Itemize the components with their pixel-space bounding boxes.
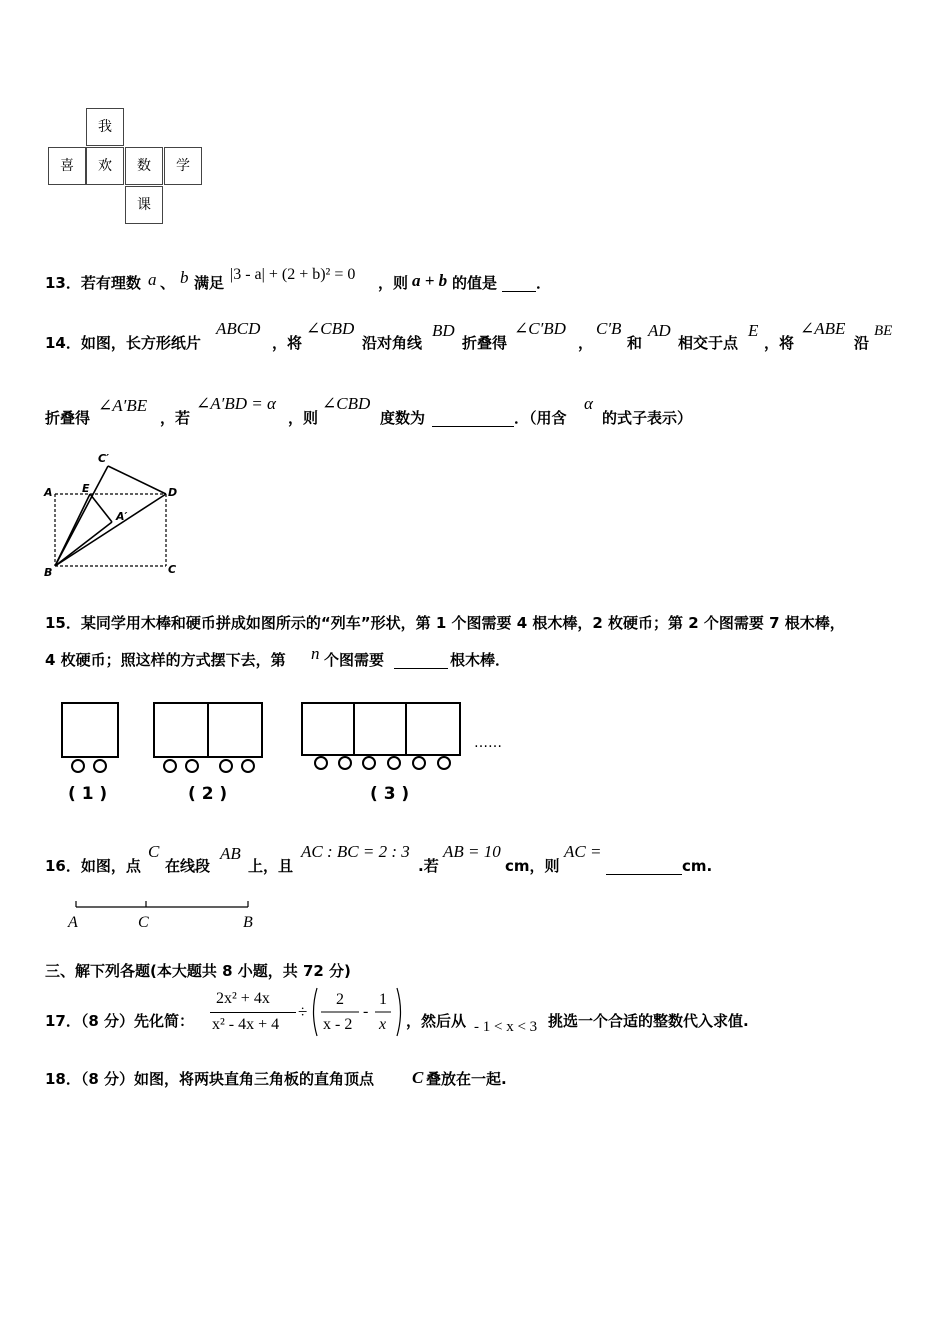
- q14-p1: ，将: [272, 334, 303, 352]
- q14-and: 和: [627, 334, 643, 352]
- fig-label-Cp: C′: [98, 452, 109, 465]
- fig-label-Ap: A′: [116, 510, 128, 523]
- q16-ab10: AB = 10: [443, 842, 501, 861]
- fig-label-D: D: [168, 486, 178, 499]
- train3-coin: [339, 757, 351, 769]
- q15-line1: 15．某同学用木棒和硬币拼成如图所示的“列车”形状，第 1 个图需要 4 根木棒，2 枚硬币；第 2 个图需要 7 根木棒，: [45, 614, 845, 632]
- q16-prefix: 16．如图，点: [45, 857, 141, 875]
- train-ellipsis: ……: [474, 735, 502, 751]
- train2-coin: [242, 760, 254, 772]
- q14-angCBD2: ∠CBD: [322, 394, 371, 413]
- train2-car: [208, 703, 262, 757]
- q14-angCpBD: ∠C′BD: [514, 319, 566, 338]
- train3-coin: [438, 757, 450, 769]
- train3-coin: [413, 757, 425, 769]
- train-label-2: ( 2 ): [188, 784, 228, 804]
- q14-l2d: 度数为: [380, 409, 426, 427]
- q16-C: C: [148, 842, 160, 861]
- net-cell-top: 我: [86, 108, 124, 146]
- q14-l2f: 的式子表示）: [602, 409, 693, 427]
- q13-a: a: [148, 270, 157, 289]
- q16-ratio: AC : BC = 2 : 3: [301, 842, 410, 861]
- q14-prefix: 14．如图，长方形纸片: [45, 334, 201, 352]
- train2-coin: [164, 760, 176, 772]
- train2-coin: [220, 760, 232, 772]
- q13-cond: 满足: [194, 274, 225, 292]
- net-cell-bottom: 课: [125, 186, 163, 224]
- train2-car: [154, 703, 208, 757]
- segment-label-B: B: [243, 914, 253, 931]
- q17-num2: 2: [336, 991, 344, 1008]
- q16-cm2: cm.: [682, 857, 713, 875]
- train1-coin: [94, 760, 106, 772]
- q16-AB: AB: [220, 844, 241, 863]
- q13-prefix: 13．若有理数: [45, 274, 141, 292]
- q14-l2c: ，则: [288, 409, 319, 427]
- q14-l2b: ，若: [160, 409, 191, 427]
- q17-div: ÷: [298, 1002, 308, 1021]
- fig-label-B: B: [44, 566, 53, 579]
- train3-coin: [363, 757, 375, 769]
- net-cell-left: 喜: [48, 147, 86, 185]
- q16-p1: 在线段: [165, 857, 211, 875]
- q13-b: b: [180, 268, 189, 287]
- q15-l2c: 根木棒．: [450, 651, 511, 669]
- q17-num1: 2x² + 4x: [216, 990, 270, 1007]
- q17-prefix: 17．（8 分）先化简：: [45, 1012, 195, 1030]
- q14-CpB: C′B: [596, 319, 622, 338]
- q13-blank: [502, 277, 536, 292]
- train3-car: [302, 703, 354, 755]
- q17-fracbar1: [210, 1012, 296, 1013]
- q13-ab: a + b: [412, 271, 448, 290]
- fig-line-BAp: [55, 522, 112, 566]
- q14-ABCD: ABCD: [216, 319, 261, 338]
- q18-text: 18．（8 分）如图，将两块直角三角板的直角顶点: [45, 1070, 375, 1088]
- q14-condition: ∠A′BD = α: [196, 394, 276, 413]
- q14-p3: 折叠得: [462, 334, 508, 352]
- q17-den2: x - 2: [323, 1016, 353, 1033]
- train3-car: [354, 703, 406, 755]
- q17-den3: x: [379, 1016, 387, 1033]
- q14-angApBE: ∠A′BE: [98, 396, 148, 415]
- q13-sep: 、: [160, 274, 176, 292]
- q16-if: .若: [418, 857, 439, 875]
- net-cell-mid2: 数: [125, 147, 163, 185]
- train3-car: [406, 703, 460, 755]
- net-cell-mid1: 欢: [86, 147, 124, 185]
- q13-tail: 的值是: [452, 274, 498, 292]
- train2-coin: [186, 760, 198, 772]
- q14-p2: 沿对角线: [362, 334, 423, 352]
- train3-coin: [315, 757, 327, 769]
- q18-tail: 叠放在一起.: [426, 1070, 507, 1088]
- segment-figure: [60, 895, 270, 935]
- fig-label-C: C: [168, 563, 177, 576]
- fig-label-E: E: [82, 482, 90, 495]
- q14-BD: BD: [432, 321, 455, 340]
- q17-range: - 1 < x < 3: [474, 1019, 538, 1035]
- q14-p5: ，将: [764, 334, 795, 352]
- segment-label-A: A: [68, 914, 78, 931]
- train-label-1: ( 1 ): [68, 784, 108, 804]
- q14-alpha: α: [584, 394, 593, 413]
- q15-n: n: [311, 644, 320, 663]
- q13-period: ．: [536, 274, 552, 292]
- q17-tail: 挑选一个合适的整数代入求值.: [548, 1012, 749, 1030]
- q16-ac: AC =: [564, 842, 602, 861]
- q17-minus: -: [363, 1003, 369, 1020]
- q15-blank: [394, 654, 448, 669]
- section-3-heading: 三、解下列各题(本大题共 8 小题，共 72 分): [45, 962, 351, 980]
- q17-then: ，然后从: [406, 1012, 467, 1030]
- fig-label-A: A: [44, 486, 53, 499]
- train1-car: [62, 703, 118, 757]
- q14-l2a: 折叠得: [45, 409, 91, 427]
- net-cell-right: 学: [164, 147, 202, 185]
- q13-then: ，则: [378, 274, 409, 292]
- q14-l2e: ．（用含: [514, 409, 567, 427]
- q14-E: E: [748, 321, 759, 340]
- q14-AD: AD: [648, 321, 671, 340]
- q17-num3: 1: [379, 991, 387, 1008]
- fig-line-CpD: [108, 466, 166, 494]
- q15-l2b: 个图需要: [324, 651, 385, 669]
- train-figure: [50, 695, 540, 810]
- q14-along: 沿: [854, 334, 870, 352]
- segment-label-C: C: [138, 914, 149, 931]
- fig-line-EAp: [90, 494, 112, 522]
- train-label-3: ( 3 ): [370, 784, 410, 804]
- q14-angCBD: ∠CBD: [306, 319, 355, 338]
- q15-l2a: 4 枚硬币；照这样的方式摆下去，第: [45, 651, 286, 669]
- q16-blank: [606, 860, 682, 875]
- q16-cm1: cm，则: [505, 857, 560, 875]
- q14-angABE: ∠ABE: [800, 319, 846, 338]
- fold-figure: [40, 448, 190, 580]
- train3-coin: [388, 757, 400, 769]
- q13-expr: |3 - a| + (2 + b)² = 0: [230, 266, 356, 283]
- q18-C: C: [412, 1068, 424, 1087]
- q14-p4: 相交于点: [678, 334, 739, 352]
- q14-BE: BE: [874, 323, 893, 339]
- q14-blank: [432, 412, 514, 427]
- q14-comma: ，: [578, 334, 594, 352]
- train1-coin: [72, 760, 84, 772]
- q16-p2: 上，且: [248, 857, 294, 875]
- q17-den1: x² - 4x + 4: [212, 1016, 280, 1033]
